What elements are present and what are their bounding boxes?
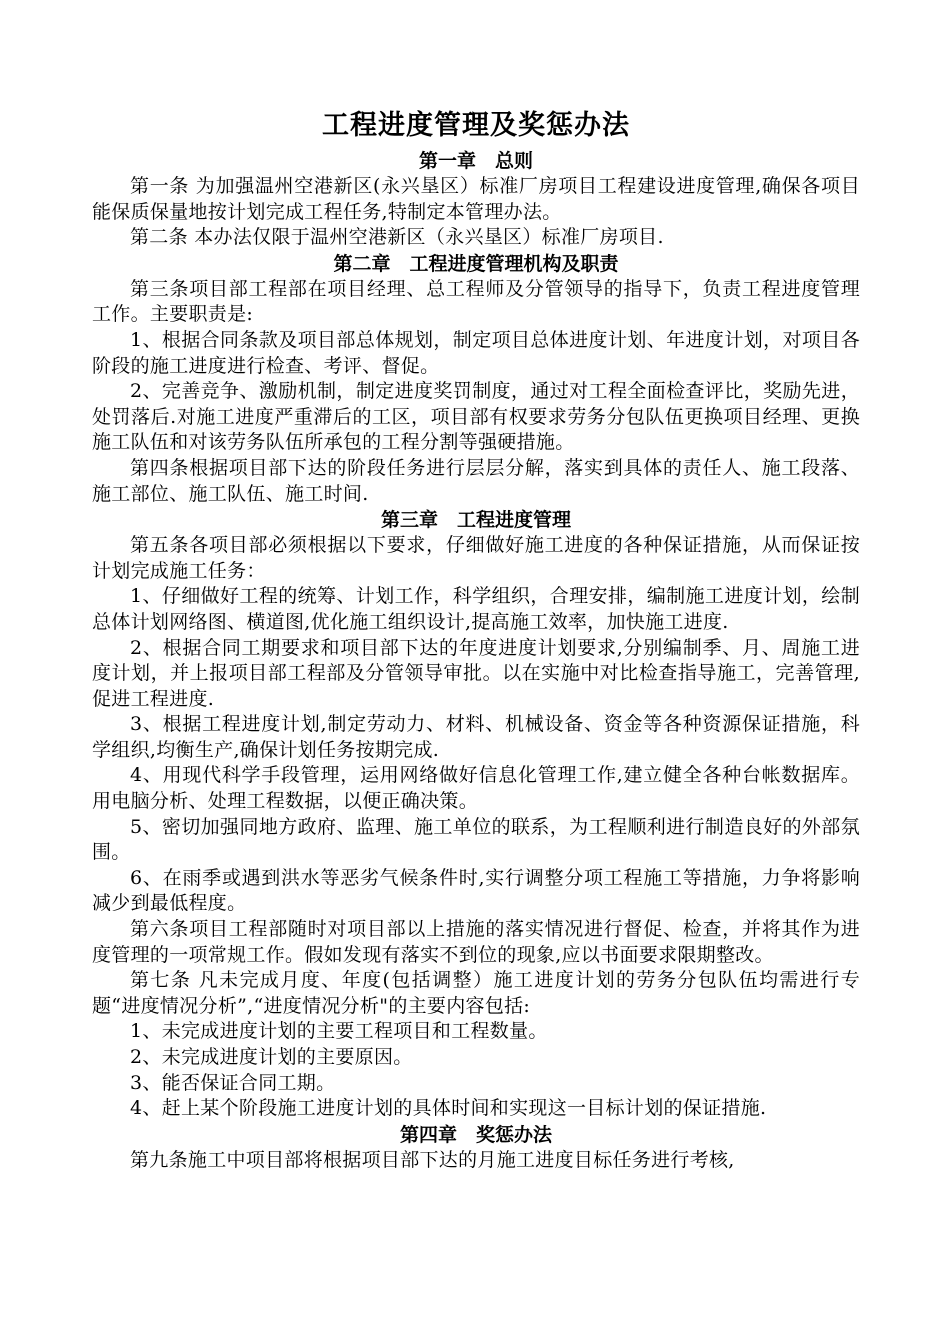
paragraph: 6、在雨季或遇到洪水等恶劣气候条件时,实行调整分项工程施工等措施，力争将影响减少到最低程度。	[92, 866, 860, 915]
chapter-heading: 第二章 工程进度管理机构及职责	[333, 252, 619, 275]
section-chapter-2	[92, 251, 860, 507]
paragraph: 第五条各项目部必须根据以下要求，仔细做好施工进度的各种保证措施，从而保证按计划完成施工任务：	[92, 534, 860, 582]
paragraph: 第一条 为加强温州空港新区(永兴垦区）标准厂房项目工程建设进度管理,确保各项目能保质保量地按计划完成工程任务,特制定本管理办法。	[92, 175, 860, 223]
paragraph: 5、密切加强同地方政府、监理、施工单位的联系，为工程顺利进行制造良好的外部氛围。	[92, 815, 860, 864]
paragraph: 4、用现代科学手段管理，运用网络做好信息化管理工作,建立健全各种台帐数据库。用电脑分析、处理工程数据，以便正确决策。	[92, 764, 860, 813]
paragraph: 第七条 凡未完成月度、年度(包括调整）施工进度计划的劳务分包队伍均需进行专题“进度情况分析”,“进度情况分析"的主要内容包括:	[92, 969, 860, 1017]
paragraph: 第四条根据项目部下达的阶段任务进行层层分解，落实到具体的责任人、施工段落、施工部位、施工队伍、施工时间.	[92, 456, 860, 505]
section-chapter-1	[92, 148, 860, 251]
section-chapter-3	[92, 507, 860, 1122]
paragraph: 3、能否保证合同工期。	[130, 1071, 336, 1094]
paragraph: 1、仔细做好工程的统筹、计划工作，科学组织，合理安排，编制施工进度计划，绘制总体计划网络图、横道图,优化施工组织设计,提高施工效率，加快施工进度.	[92, 585, 860, 633]
chapter-heading: 第一章 总则	[418, 150, 533, 172]
paragraph: 2、根据合同工期要求和项目部下达的年度进度计划要求,分别编制季、月、周施工进度计划，并上报项目部工程部及分管领导审批。以在实施中对比检查指导施工，完善管理,促进工程进度.	[92, 636, 860, 710]
document-title: 工程进度管理及奖惩办法	[322, 110, 630, 141]
paragraph: 第三条项目部工程部在项目经理、总工程师及分管领导的指导下，负责工程进度管理工作。主要职责是:	[92, 277, 860, 326]
chapter-heading: 第四章 奖惩办法	[399, 1123, 552, 1146]
paragraph: 4、赶上某个阶段施工进度计划的具体时间和实现这一目标计划的保证措施.	[130, 1097, 767, 1120]
paragraph: 第九条施工中项目部将根据项目部下达的月施工进度目标任务进行考核,	[130, 1148, 735, 1171]
document-page	[92, 104, 860, 1173]
section-chapter-4	[92, 1122, 860, 1174]
paragraph: 1、根据合同条款及项目部总体规划，制定项目总体进度计划、年进度计划，对项目各阶段的施工进度进行检查、考评、督促。	[92, 328, 860, 377]
paragraph: 2、未完成进度计划的主要原因。	[130, 1046, 413, 1068]
chapter-heading: 第三章 工程进度管理	[380, 509, 571, 532]
paragraph: 第二条 本办法仅限于温州空港新区（永兴垦区）标准厂房项目.	[130, 226, 664, 249]
paragraph: 3、根据工程进度计划,制定劳动力、材料、机械设备、资金等各种资源保证措施，科学组织,均衡生产,确保计划任务按期完成.	[92, 713, 860, 761]
paragraph: 1、未完成进度计划的主要工程项目和工程数量。	[130, 1020, 548, 1043]
paragraph: 第六条项目工程部随时对项目部以上措施的落实情况进行督促、检查，并将其作为进度管理的一项常规工作。假如发现有落实不到位的现象,应以书面要求限期整改。	[92, 918, 860, 966]
paragraph: 2、完善竞争、激励机制，制定进度奖罚制度，通过对工程全面检查评比，奖励先进，处罚落后.对施工进度严重滞后的工区，项目部有权要求劳务分包队伍更换项目经理、更换施工队伍和对该劳务队伍所承包的工程分割等强硬措施。	[92, 380, 860, 454]
